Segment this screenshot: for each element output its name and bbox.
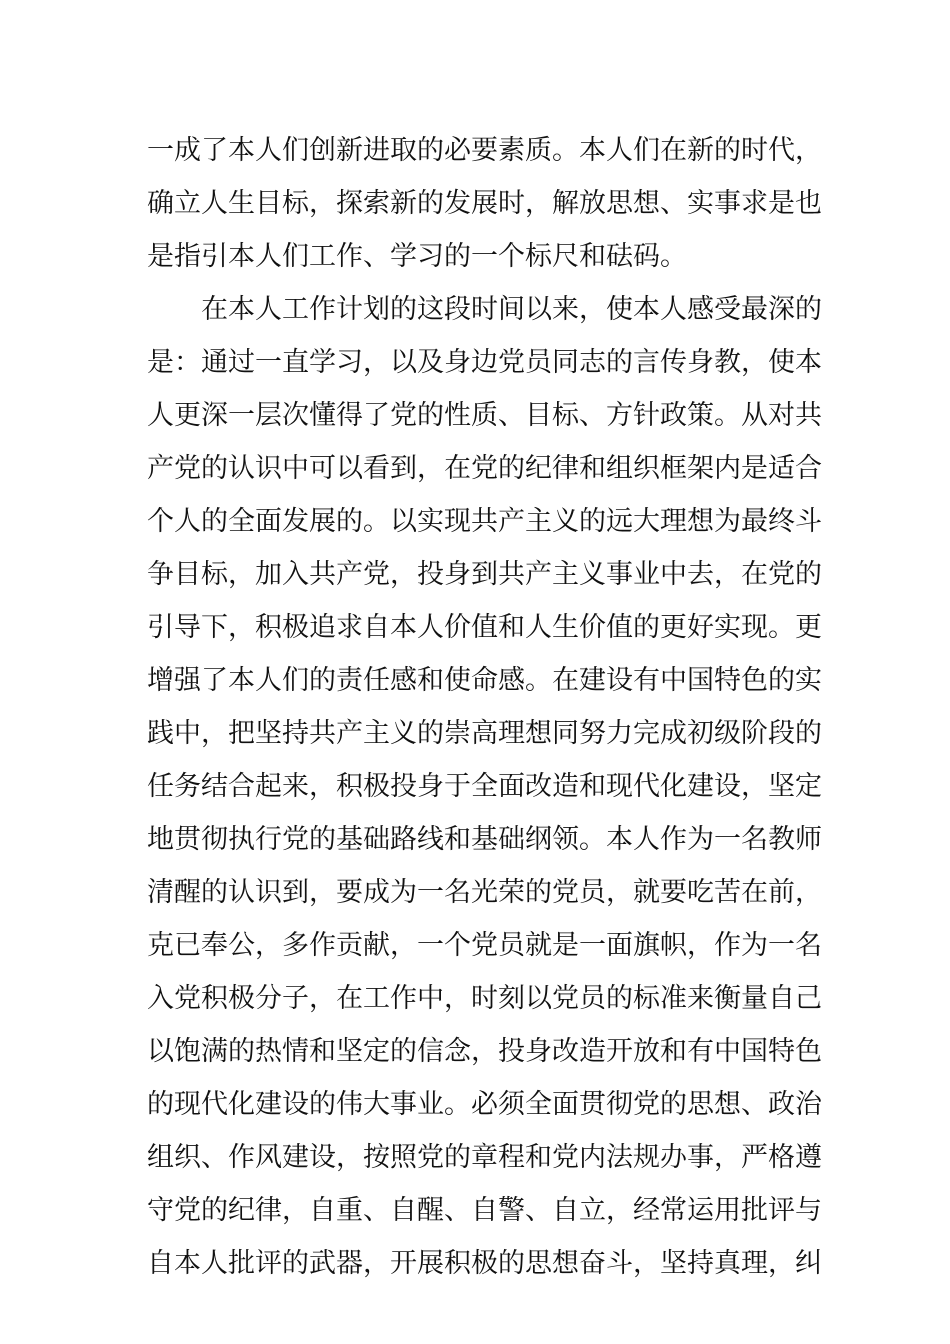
text-line: 的现代化建设的伟大事业。必须全面贯彻党的思想、政治 bbox=[147, 1089, 822, 1120]
text-line: 产党的认识中可以看到，在党的纪律和组织框架内是适合 bbox=[147, 453, 822, 484]
text-line: 践中，把坚持共产主义的崇高理想同努力完成初级阶段的 bbox=[147, 718, 822, 749]
text-line: 个人的全面发展的。以实现共产主义的远大理想为最终斗 bbox=[147, 506, 822, 537]
text-line: 增强了本人们的责任感和使命感。在建设有中国特色的实 bbox=[147, 665, 822, 696]
text-line: 确立人生目标，探索新的发展时，解放思想、实事求是也 bbox=[147, 188, 822, 219]
text-line: 是：通过一直学习，以及身边党员同志的言传身教，使本 bbox=[147, 347, 822, 378]
text-line: 克已奉公，多作贡献，一个党员就是一面旗帜，作为一名 bbox=[147, 930, 822, 961]
text-line: 组织、作风建设，按照党的章程和党内法规办事，严格遵 bbox=[147, 1142, 822, 1173]
text-line: 以饱满的热情和坚定的信念，投身改造开放和有中国特色 bbox=[147, 1036, 822, 1067]
text-line: 地贯彻执行党的基础路线和基础纲领。本人作为一名教师 bbox=[147, 824, 822, 855]
text-line: 任务结合起来，积极投身于全面改造和现代化建设，坚定 bbox=[147, 771, 822, 802]
text-line: 自本人批评的武器，开展积极的思想奋斗，坚持真理，纠 bbox=[147, 1248, 822, 1279]
body-text bbox=[147, 128, 822, 1294]
text-line: 在本人工作计划的这段时间以来，使本人感受最深的 bbox=[201, 294, 822, 325]
text-line: 守党的纪律，自重、自醒、自警、自立，经常运用批评与 bbox=[147, 1195, 822, 1226]
text-line: 是指引本人们工作、学习的一个标尺和砝码。 bbox=[147, 241, 687, 272]
text-line: 争目标，加入共产党，投身到共产主义事业中去，在党的 bbox=[147, 559, 822, 590]
text-line: 入党积极分子，在工作中，时刻以党员的标准来衡量自己 bbox=[147, 983, 822, 1014]
text-line: 清醒的认识到，要成为一名光荣的党员，就要吃苦在前， bbox=[147, 877, 822, 908]
text-line: 一成了本人们创新进取的必要素质。本人们在新的时代， bbox=[147, 135, 822, 166]
text-line: 引导下，积极追求自本人价值和人生价值的更好实现。更 bbox=[147, 612, 822, 643]
text-line: 人更深一层次懂得了党的性质、目标、方针政策。从对共 bbox=[147, 400, 822, 431]
